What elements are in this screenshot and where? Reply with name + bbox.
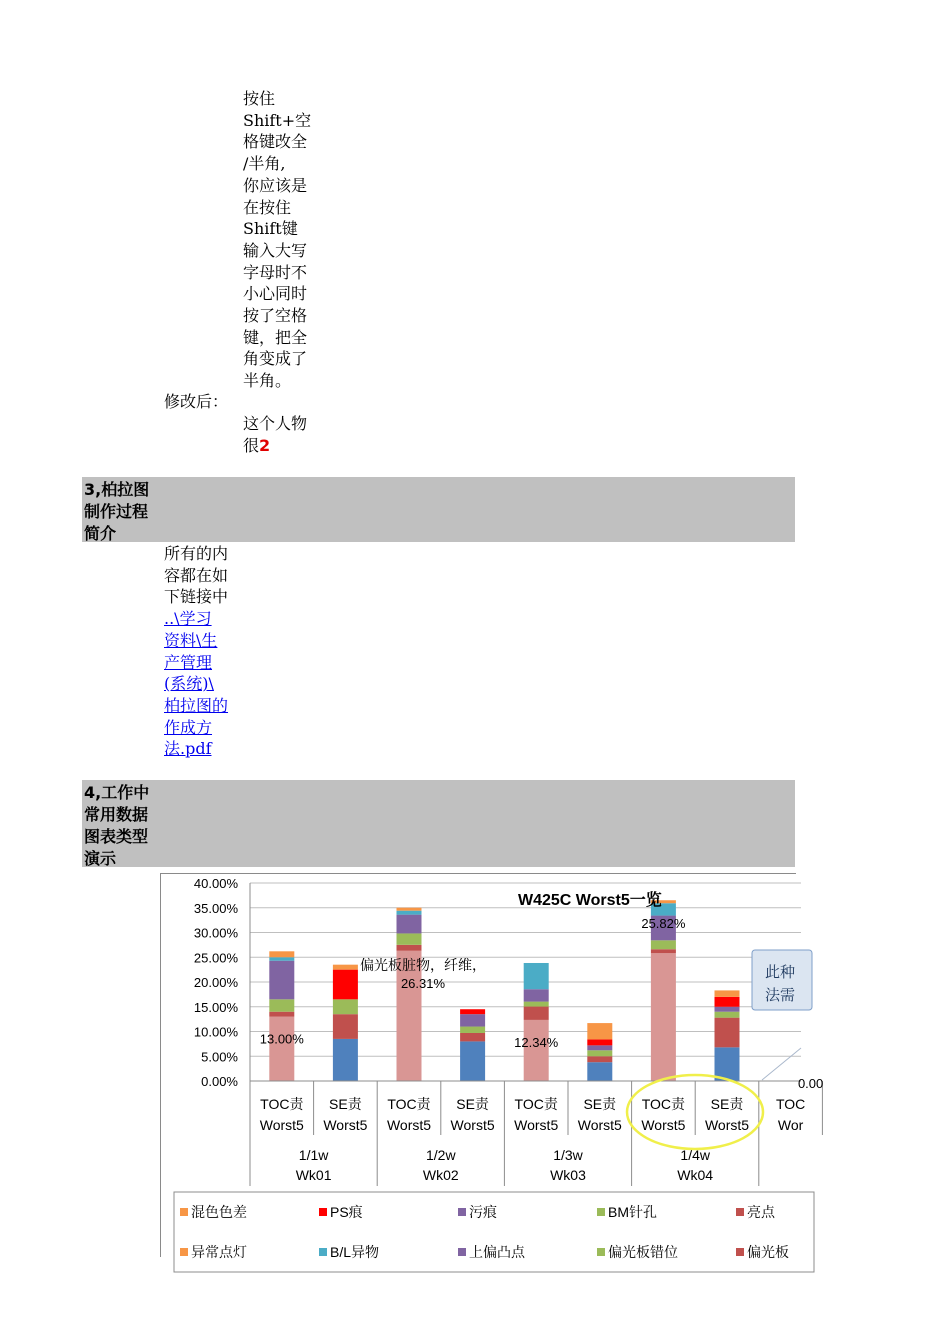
tip-paragraph — [243, 88, 315, 392]
bar-segment — [524, 1020, 549, 1081]
legend-swatch — [458, 1248, 466, 1256]
data-label: 13.00% — [259, 1031, 304, 1047]
bar-segment — [587, 1023, 612, 1039]
note-box-line1: 此种 — [765, 964, 796, 981]
tip-line: 键，把全 — [243, 327, 308, 347]
y-tick-label: 5.00% — [201, 1049, 238, 1065]
section3-body-line: 容都在如 — [164, 565, 229, 585]
bar-segment — [397, 908, 422, 911]
y-tick-label: 35.00% — [193, 900, 238, 916]
bar-segment — [333, 970, 358, 1000]
legend-label: 偏光板错位 — [608, 1244, 678, 1260]
bar-segment — [397, 911, 422, 915]
bar-segment — [269, 961, 294, 1000]
tip-line: 输入大写 — [243, 240, 308, 260]
bar-segment — [269, 951, 294, 957]
bar-segment — [715, 1012, 740, 1018]
category-label-line1: SE责 — [583, 1096, 617, 1112]
bar-segment — [587, 1062, 612, 1081]
tip-line: 格键改全 — [243, 132, 308, 152]
category-label-line1: SE责 — [329, 1096, 362, 1112]
bar-segment — [715, 1007, 740, 1012]
category-label-line1: TOC责 — [641, 1096, 686, 1112]
category-label-line2: Worst5 — [704, 1117, 750, 1133]
bar-segment — [269, 1012, 294, 1017]
section3-heading-line: 3,柏拉图 — [84, 480, 150, 499]
section3-body-line: 所有的内 — [164, 544, 229, 563]
category-label-line2: Worst5 — [450, 1117, 495, 1133]
bar-segment — [524, 963, 549, 989]
bar-segment — [333, 965, 358, 970]
category-label-line1: TOC责 — [514, 1096, 558, 1112]
section3-heading-line: 简介 — [84, 524, 117, 543]
category-label-line2: Worst5 — [323, 1117, 368, 1133]
after-label: 修改后： — [164, 392, 229, 411]
legend-label: B/L异物 — [330, 1244, 380, 1260]
legend-swatch — [319, 1208, 327, 1216]
bar-segment — [715, 1018, 740, 1048]
bar-segment — [651, 953, 676, 1081]
category-label-line1: TOC — [775, 1096, 806, 1112]
category-label-line2: Worst5 — [514, 1117, 559, 1133]
tip-line: /半角, — [243, 154, 286, 174]
tip-line: 角变成了 — [243, 349, 308, 369]
bar-segment — [715, 990, 740, 996]
link-line: 作成方 — [164, 717, 213, 737]
link-line: 产管理 — [164, 652, 213, 672]
legend-label: 偏光板 — [747, 1244, 789, 1260]
bar-segment — [269, 1017, 294, 1081]
tip-line: Shift+空 — [243, 110, 312, 130]
category-label-line2: Worst5 — [259, 1117, 304, 1133]
bar-segment — [460, 1041, 485, 1081]
y-tick-label: 10.00% — [193, 1024, 238, 1040]
legend-swatch — [180, 1208, 188, 1216]
chart-title: W425C Worst5一览 — [518, 892, 662, 909]
callout-label-line1: 偏光板脏物，纤维， — [360, 957, 486, 973]
legend-label: 亮点 — [747, 1204, 775, 1220]
section3-header-band — [82, 477, 795, 542]
link-line: 柏拉图的 — [164, 695, 229, 715]
bar-segment — [651, 940, 676, 949]
bar-segment — [460, 1033, 485, 1041]
legend-label: PS痕 — [330, 1204, 363, 1220]
section4-heading-line: 演示 — [84, 849, 117, 868]
note-box-line2: 法需 — [765, 987, 796, 1004]
legend-label: 混色色差 — [191, 1204, 247, 1220]
section4-heading-line: 常用数据 — [84, 805, 149, 824]
group-label-line1: 1/3w — [553, 1147, 583, 1163]
bar-segment — [460, 1027, 485, 1033]
group-label-line1: 1/2w — [426, 1147, 456, 1163]
group-label-line1: 1/4w — [680, 1147, 710, 1163]
category-label-line2: Wor — [777, 1117, 804, 1133]
tip-line: 字母时不 — [243, 262, 308, 282]
category-label-line1: TOC责 — [260, 1096, 304, 1112]
after-line-1: 这个人物 — [243, 414, 308, 433]
tip-line: Shift键 — [243, 219, 298, 239]
worst5-chart — [160, 873, 824, 1260]
y-tick-label: 25.00% — [193, 950, 238, 966]
section4-heading-line: 4,工作中 — [84, 783, 150, 802]
data-label: 12.34% — [514, 1034, 559, 1050]
tip-line: 半角。 — [243, 371, 292, 391]
y-tick-label: 20.00% — [193, 975, 238, 990]
legend-swatch — [597, 1248, 605, 1256]
bar-segment — [397, 945, 422, 951]
y-tick-label: 30.00% — [193, 925, 238, 941]
section3-body — [164, 543, 236, 760]
data-label: 0.00 — [797, 1076, 824, 1091]
bar-segment — [460, 1009, 485, 1014]
tip-line: 小心同时 — [243, 284, 308, 304]
legend-swatch — [736, 1248, 744, 1256]
bar-segment — [587, 1045, 612, 1050]
tip-line: 按了空格 — [243, 306, 308, 326]
link-line: 资料\生 — [164, 630, 218, 650]
legend-label: BM针孔 — [608, 1204, 657, 1220]
bar-segment — [333, 999, 358, 1014]
y-tick-label: 15.00% — [193, 999, 238, 1015]
category-label-line1: SE责 — [710, 1096, 744, 1112]
link-line: 法.pdf — [164, 739, 212, 759]
section4-header-band — [82, 780, 795, 867]
bar-segment — [524, 989, 549, 1001]
bar-segment — [460, 1014, 485, 1026]
y-tick-label: 0.00% — [201, 1074, 238, 1089]
worst5-chart-svg — [161, 874, 824, 1260]
after-text — [243, 413, 315, 456]
bar-segment — [651, 949, 676, 953]
bar-segment — [397, 933, 422, 944]
section4-heading — [84, 782, 160, 870]
data-label: 25.82% — [641, 916, 686, 932]
section3-body-line: 下链接中 — [164, 587, 229, 607]
bar-segment — [269, 999, 294, 1011]
y-tick-label: 40.00% — [193, 876, 238, 891]
note-connector — [762, 1048, 801, 1080]
after-number: 2 — [259, 435, 271, 455]
bar-segment — [333, 1039, 358, 1081]
category-label-line2: Worst5 — [641, 1117, 686, 1133]
legend-label: 上偏凸点 — [469, 1244, 525, 1260]
section4-heading-line: 图表类型 — [84, 827, 149, 846]
category-label-line1: SE责 — [456, 1096, 489, 1112]
bar-segment — [524, 1002, 549, 1007]
group-label-line2: Wk01 — [295, 1167, 332, 1183]
legend-swatch — [180, 1248, 188, 1256]
group-label-line2: Wk03 — [550, 1167, 586, 1183]
legend-swatch — [736, 1208, 744, 1216]
tip-line: 你应该是 — [243, 175, 308, 195]
legend-swatch — [597, 1208, 605, 1216]
legend-swatch — [319, 1248, 327, 1256]
bar-segment — [269, 957, 294, 960]
legend-label: 污痕 — [469, 1204, 497, 1220]
bar-segment — [333, 1014, 358, 1039]
bar-segment — [587, 1050, 612, 1056]
tip-line: 在按住 — [243, 197, 292, 217]
bar-segment — [397, 915, 422, 934]
after-line-2: 很2 — [243, 435, 271, 455]
group-label-line2: Wk02 — [422, 1167, 459, 1183]
group-label-line2: Wk04 — [677, 1167, 714, 1183]
callout-label-line2: 26.31% — [400, 976, 446, 991]
section3-heading — [84, 479, 160, 545]
bar-segment — [715, 997, 740, 1007]
pareto-pdf-link[interactable] — [164, 608, 236, 760]
category-label-line2: Worst5 — [577, 1117, 622, 1133]
category-label-line1: TOC责 — [387, 1096, 431, 1112]
link-line: (系统)\ — [164, 674, 214, 694]
bar-segment — [587, 1039, 612, 1045]
legend-label: 异常点灯 — [191, 1244, 247, 1260]
tip-line: 按住 — [243, 89, 276, 108]
link-line: ..\学习 — [164, 609, 212, 629]
category-label-line2: Worst5 — [386, 1117, 432, 1133]
group-label-line1: 1/1w — [298, 1147, 329, 1163]
bar-segment — [524, 1007, 549, 1020]
legend-swatch — [458, 1208, 466, 1216]
bar-segment — [587, 1056, 612, 1062]
section3-heading-line: 制作过程 — [84, 502, 149, 521]
